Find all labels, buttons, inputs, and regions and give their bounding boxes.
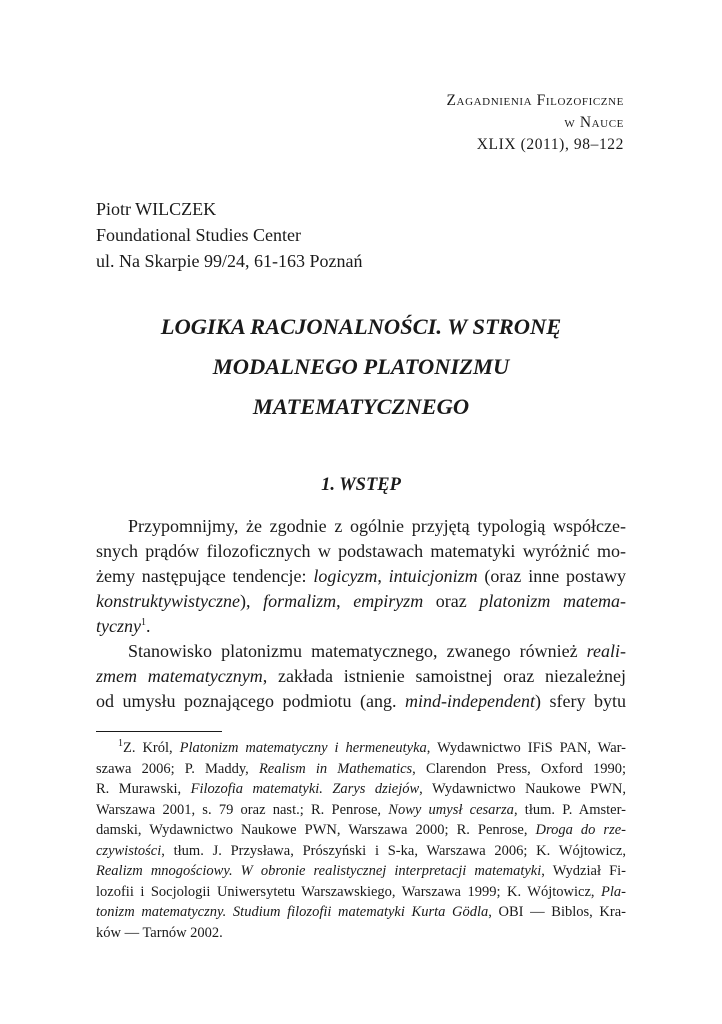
paragraph-line	[96, 589, 626, 614]
italic-term: platonizm matema-	[479, 591, 626, 611]
text-run: ,	[336, 591, 354, 611]
footnote-rule	[96, 731, 222, 732]
italic-term: formalizm	[263, 591, 337, 611]
title-line: LOGIKA RACJONALNOŚCI. W STRONĘ	[160, 314, 562, 339]
italic-term: empiryzm	[353, 591, 424, 611]
journal-issue: XLIX (2011), 98–122	[476, 136, 624, 153]
author-affiliation: Foundational Studies Center	[96, 225, 301, 245]
footnote-line	[96, 882, 626, 903]
text-run: lozofii i Socjologii Uniwersytetu Warszawskiego, Warszawa 1999; K. Wójtowicz,	[96, 883, 602, 900]
text-run: , Wydawnictwo Naukowe PWN,	[419, 781, 626, 797]
footnote-ref[interactable]: 1	[140, 617, 146, 628]
footnote-line	[96, 861, 626, 882]
text-run: ),	[239, 591, 264, 611]
text-run: , zakłada istnienie samoistnej oraz niezależnej	[262, 666, 626, 686]
text-run: , tłum. J. Przysława, Prószyński i S-ka, Warszawa 2006; K. Wójtowicz,	[161, 842, 626, 859]
text-run: Z. Król,	[123, 740, 180, 756]
text-run: , Clarendon Press, Oxford 1990;	[412, 760, 626, 777]
paragraph-line	[96, 539, 626, 564]
text-run: ków — Tarnów 2002.	[96, 924, 223, 941]
italic-title: Realism in Mathematics	[258, 760, 413, 777]
footnote-marker: 1	[118, 738, 123, 750]
italic-title: tonizm matematyczny. Studium filozofii matematyki Kurta Gödla	[96, 904, 489, 920]
text-run: snych prądów filozoficznych w podstawach matematyki wyróżnić mo-	[96, 541, 626, 561]
footnote-line	[96, 923, 626, 944]
journal-name-line1: Zagadnienia Filozoficzne	[446, 92, 624, 109]
text-run: żemy następujące tendencje:	[96, 566, 314, 586]
italic-term: reali-	[586, 641, 626, 661]
italic-title: Nowy umysł cesarza	[388, 801, 514, 818]
footnote-line	[96, 820, 626, 841]
author-name: Piotr WILCZEK	[96, 199, 217, 219]
journal-name-line2: w Nauce	[564, 114, 624, 131]
text-run: Przypomnijmy, że zgodnie z ogólnie przyjętą typologią współcze-	[128, 516, 626, 536]
paragraph-line	[96, 514, 626, 539]
paragraph-line	[96, 564, 626, 589]
section-heading: 1. WSTĘP	[321, 475, 401, 495]
body-text	[96, 514, 626, 714]
text-run: , tłum. P. Amster-	[513, 801, 626, 818]
title-line: MATEMATYCZNEGO	[252, 394, 470, 419]
text-run: , OBI — Biblos, Kra-	[488, 904, 626, 920]
italic-term: konstruktywistyczne	[96, 591, 240, 611]
text-run: (oraz inne postawy	[477, 566, 627, 586]
text-run: .	[145, 616, 151, 636]
footnote-line	[96, 800, 626, 821]
text-run: oraz	[423, 591, 480, 611]
text-run: , Wydział Fi-	[541, 863, 626, 879]
text-run: , Wydawnictwo IFiS PAN, War-	[426, 740, 627, 756]
text-run: damski, Wydawnictwo Naukowe PWN, Warszawa 2000; R. Penrose,	[96, 822, 536, 838]
author-address: ul. Na Skarpie 99/24, 61-163 Poznań	[96, 251, 363, 271]
footnote-line	[96, 779, 626, 800]
footnote	[96, 738, 626, 943]
italic-title: Filozofia matematyki. Zarys dziejów	[190, 781, 420, 797]
footnote-line	[96, 759, 626, 780]
footnote-line	[96, 902, 626, 923]
text-run: ) sfery bytu	[534, 691, 626, 711]
paragraph-line	[96, 664, 626, 689]
journal-header	[446, 90, 624, 156]
article-title	[96, 307, 626, 427]
italic-title: Platonizm matematyczny i hermeneutyka	[179, 740, 427, 756]
text-run: szawa 2006; P. Maddy,	[96, 760, 259, 777]
italic-term: mind-independent	[405, 691, 535, 711]
italic-term: intuicjonizm	[388, 566, 478, 586]
paragraph-line	[96, 639, 626, 664]
text-run: ,	[377, 566, 389, 586]
paragraph-line	[96, 689, 626, 714]
italic-title: Realizm mnogościowy. W obronie realistycznej interpretacji matematyki	[96, 863, 542, 879]
text-run: R. Murawski,	[96, 781, 191, 797]
footnote-line	[96, 738, 626, 759]
author-block	[96, 196, 362, 274]
text-run: Warszawa 2001, s. 79 oraz nast.; R. Penrose,	[96, 801, 389, 818]
italic-title: Droga do rze-	[535, 822, 626, 838]
footnote-line	[96, 841, 626, 862]
italic-title: Pla-	[601, 883, 626, 900]
text-run: od umysłu poznającego podmiotu (ang.	[96, 691, 406, 711]
italic-term: zmem matematycznym	[96, 666, 263, 686]
italic-term: tyczny	[96, 616, 141, 636]
paragraph-line	[96, 614, 626, 639]
text-run: Stanowisko platonizmu matematycznego, zwanego również	[128, 641, 587, 661]
title-line: MODALNEGO PLATONIZMU	[212, 354, 510, 379]
italic-title: czywistości	[96, 842, 162, 859]
italic-term: logicyzm	[313, 566, 378, 586]
